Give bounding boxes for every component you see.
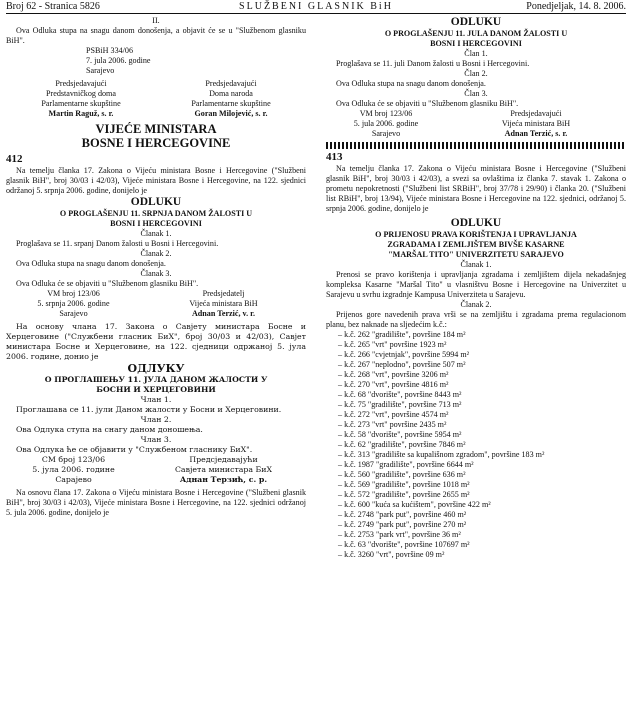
paragraph: Ova Odluka stupa na snagu danom donošenja, a objavit će se u "Službenom glasniku BiH".: [6, 26, 306, 45]
signature-line: Predsjedavajući: [205, 79, 257, 88]
reference-line: 7. jula 2006. godine: [86, 56, 151, 65]
paragraph: Proglašava se 11. srpanj Danom žalosti u Bosni i Hercegovini.: [16, 239, 219, 248]
signature-right: [446, 109, 626, 139]
signature-line: 5. srpnja 2006. godine: [37, 299, 110, 308]
signature-block: [6, 289, 306, 319]
signature-line: Parlamentarne skupštine: [191, 99, 271, 108]
list-item: – k.č. 63 "dvorište", površine 107697 m²: [338, 540, 470, 549]
article-heading: Članak 2.: [460, 300, 492, 309]
list-item: – k.č. 2753 "park vrt", površine 36 m²: [338, 530, 461, 539]
signatory-name: Goran Milojević, s. r.: [194, 109, 268, 118]
signatory-name: Adnan Terzić, v. r.: [191, 309, 256, 318]
list-item: – k.č. 58 "dvorište", površine 5954 m²: [338, 430, 462, 439]
signatory-name: Аднан Терзић, с. р.: [179, 475, 268, 484]
signature-left: [6, 79, 156, 119]
page-number: Broj 62 - Stranica 5826: [6, 1, 100, 12]
list-item: – k.č. 268 "vrt", površine 3206 m²: [338, 370, 449, 379]
signature-block: [326, 109, 626, 139]
article-heading: Član 1.: [464, 49, 488, 58]
list-item: – k.č. 267 "neplodno", površine 507 m²: [338, 360, 466, 369]
page-header: [6, 1, 626, 14]
list-item: – k.č. 560 "gradilište", površine 636 m²: [338, 470, 466, 479]
section-heading: VIJEĆE MINISTARA: [95, 122, 217, 136]
signature-block: [6, 455, 306, 485]
signatory-name: Martin Raguž, s. r.: [48, 109, 114, 118]
signature-line: СМ број 123/06: [41, 455, 106, 464]
decision-heading: ОДЛУКУ: [127, 362, 185, 375]
article-heading: Članak 1.: [140, 229, 172, 238]
paragraph: Na temelju članka 17. Zakona o Vijeću ministara Bosne i Hercegovine ("Službeni glasnik BiH", broj 30/03 i 42/03), a svezi sa ovlaštima iz članka 7. stavak 1. Zakona o prometu nepokretnosti ("Službeni list SRBiH", broj 37/78 i 29/90) i članka 20. ("Službeni list RBiH", broj 13/94), Vijeće ministara Bosne i Hercegovine na 122. sjednici, održanoj 5. srpnja 2006. godine, donijelo je: [326, 164, 626, 213]
list-item: – k.č. 600 "kuća sa kućištem", površine 422 m²: [338, 500, 491, 509]
signature-left: [326, 109, 446, 139]
plot-list: [326, 330, 626, 560]
reference-block: [6, 46, 306, 76]
signature-block: [6, 79, 306, 119]
list-item: – k.č. 1987 "gradilište", površine 6644 m²: [338, 460, 474, 469]
list-item: – k.č. 569 "gradilište", površine 1018 m²: [338, 480, 470, 489]
decision-title: O PROGLAŠENJU 11. JULA DANOM ŽALOSTI U: [384, 29, 568, 38]
signature-line: VM broj 123/06: [47, 289, 100, 298]
paragraph-cyrillic: На основу члана 17. Закона о Савјету министара Босне и Херцеговине ("Службени гласник БиХ", број 30/03 и 42/03), Савјет министара Босне и Херцеговине, на 122. сједници одржаној 5. јула 2006. године, донио је: [6, 322, 306, 361]
decision-title: "MARŠAL TITO" UNIVERZITETU SARAJEVO: [388, 250, 564, 259]
article-heading: Članak 2.: [140, 249, 172, 258]
list-item: – k.č. 572 "gradilište", površine 2655 m²: [338, 490, 470, 499]
item-number: 413: [326, 151, 343, 163]
signature-right: [141, 289, 306, 319]
signature-line: Doma naroda: [209, 89, 253, 98]
signature-line: 5. jula 2006. godine: [353, 119, 419, 128]
article-heading: Члан 2.: [140, 415, 172, 424]
list-item: – k.č. 273 "vrt" površine 2435 m²: [338, 420, 447, 429]
decision-heading: ODLUKU: [450, 217, 502, 229]
left-column: [6, 16, 306, 518]
decision-title: О ПРОГЛАШЕЊУ 11. ЈУЛА ДАНОМ ЖАЛОСТИ У: [44, 375, 268, 384]
decision-title: ZGRADAMA I ZEMLJIŠTEM BIVŠE KASARNE: [387, 240, 565, 249]
decision-title: БОСНИ И ХЕРЦЕГОВИНИ: [96, 385, 216, 394]
reference-line: PSBiH 334/06: [86, 46, 134, 55]
section-heading: BOSNE I HERCEGOVINE: [81, 136, 231, 150]
paragraph: Ova Odluka stupa na snagu danom donošenja.: [16, 259, 166, 268]
signature-right: [156, 79, 306, 119]
list-item: – k.č. 2749 "park put", površine 270 m²: [338, 520, 467, 529]
decision-title: BOSNI I HERCEGOVINI: [430, 39, 522, 48]
paragraph: Ova Odluka stupa na snagu danom donošenja.: [336, 79, 486, 88]
article-heading: Članak 1.: [460, 260, 492, 269]
article-heading: Члан 1.: [140, 395, 172, 404]
article-heading: Član 2.: [464, 69, 488, 78]
list-item: – k.č. 62 "gradilište", površine 7846 m²: [338, 440, 466, 449]
list-item: – k.č. 3260 "vrt", površine 09 m²: [338, 550, 445, 559]
list-item: – k.č. 68 "dvorište", površine 8443 m²: [338, 390, 462, 399]
signature-line: Савјета министара БиХ: [174, 465, 273, 474]
decision-heading: ODLUKU: [450, 16, 502, 28]
list-item: – k.č. 313 "gradilište sa kupališnom zgradom", površine 183 m²: [338, 450, 545, 459]
paragraph: Na temelju članka 17. Zakona o Vijeću ministara Bosne i Hercegovine ("Službeni glasnik BiH", broj 30/03 i 42/03), Vijeće ministara Bosne i Hercegovine, na 122. sjednici održanoj 5. srpnja 2006. godine, donijelo je: [6, 166, 306, 195]
paragraph: Проглашава се 11. јули Даном жалости у Босни и Херцеговини.: [16, 405, 282, 414]
article-heading: Član 3.: [464, 89, 488, 98]
paragraph: Ова Одлука ће се објавити у "Службеном гласнику БиХ".: [16, 445, 253, 454]
signature-line: Sarajevo: [371, 129, 401, 138]
list-item: – k.č. 272 "vrt", površine 4574 m²: [338, 410, 449, 419]
reference-line: Sarajevo: [86, 66, 115, 75]
paragraph: Ова Одлука ступа на снагу даном доношења.: [16, 425, 203, 434]
signature-line: Predsjedavajući: [510, 109, 562, 118]
signature-left: [6, 455, 141, 485]
paragraph: Na osnovu člana 17. Zakona o Vijeću ministara Bosne i Hercegovine ("Službeni glasnik BiH", broj 30/03 i 42/03), Vijeće ministara Bosne i Hercegovine, na 122. sjednici održanoj 5. jula 2006. godine, donijelo je: [6, 488, 306, 517]
signature-right: [141, 455, 306, 485]
signature-line: VM broj 123/06: [359, 109, 413, 118]
signature-line: Предсједавајући: [189, 455, 258, 464]
item-number: 412: [6, 153, 23, 165]
list-item: – k.č. 270 "vrt", površine 4816 m²: [338, 380, 449, 389]
decision-title: BOSNI I HERCEGOVINI: [110, 219, 202, 228]
signature-line: 5. јула 2006. године: [32, 465, 115, 474]
signature-line: Predsjedavajući: [55, 79, 107, 88]
list-item: – k.č. 75 "gradilište", površine 713 m²: [338, 400, 462, 409]
signature-line: Parlamentarne skupštine: [41, 99, 121, 108]
section-divider: [326, 142, 626, 149]
signature-line: Sarajevo: [59, 309, 88, 318]
right-column: [326, 16, 626, 560]
decision-heading: ODLUKU: [130, 196, 182, 208]
signature-line: Сарајево: [55, 475, 92, 484]
list-item: – k.č. 262 "gradilište", površine 184 m²: [338, 330, 466, 339]
list-item: – k.č. 265 "vrt" površine 1923 m²: [338, 340, 447, 349]
paragraph: Ova Odluka će se objaviti u "Službenom glasniku BiH".: [16, 279, 199, 288]
list-item: – k.č. 266 "cvjetnjak", površine 5994 m²: [338, 350, 470, 359]
issue-date: Ponedjeljak, 14. 8. 2006.: [526, 1, 626, 12]
decision-title: O PROGLAŠENJU 11. SRPNJA DANOM ŽALOSTI U: [59, 209, 253, 218]
signature-line: Vijeća ministara BiH: [501, 119, 571, 128]
signatory-name: Adnan Terzić, s. r.: [504, 129, 568, 138]
signature-left: [6, 289, 141, 319]
section-roman: II.: [152, 16, 160, 25]
list-item: – k.č. 2748 "park put", površine 460 m²: [338, 510, 467, 519]
paragraph: Prijenos gore navedenih prava vrši se na zemljištu i zgradama prema regulacionom planu, bez naknade na sljedećim k.č.:: [326, 310, 626, 329]
signature-line: Vijeća ministara BiH: [189, 299, 258, 308]
decision-title: O PRIJENOSU PRAVA KORIŠTENJA I UPRAVLJANJA: [375, 230, 577, 239]
paragraph: Proglašava se 11. juli Danom žalosti u Bosni i Hercegovini.: [336, 59, 530, 68]
signature-line: Predstavničkog doma: [46, 89, 116, 98]
article-heading: Članak 3.: [140, 269, 172, 278]
paragraph: Ova Odluka će se objaviti u "Službenom glasniku BiH".: [336, 99, 519, 108]
article-heading: Члан 3.: [140, 435, 172, 444]
signature-line: Predsjedatelj: [202, 289, 245, 298]
paragraph: Prenosi se pravo korištenja i upravljanja zgradama i zemljištem dijela nekadašnjeg kompleksa Kasarne "Maršal Tito" u vlasništvu Bosne i Hercegovine na Univerzitet u Sarajevu u svrhu izgradnje Kampusa Univerziteta u Sarajevu.: [326, 270, 626, 299]
gazette-title: SLUŽBENI GLASNIK BiH: [239, 1, 393, 12]
